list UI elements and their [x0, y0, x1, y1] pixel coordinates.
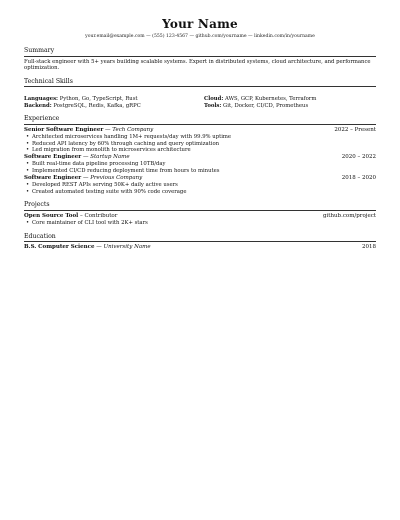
skill-backend: Backend: PostgreSQL, Redis, Kafka, gRPC	[24, 102, 141, 109]
project-name: Open Source Tool	[24, 212, 79, 219]
list-item: • Led migration from monolith to microservices architecture	[32, 147, 376, 154]
list-item: • Created automated testing suite with 90% code coverage	[32, 189, 376, 196]
section-title-summary: Summary	[24, 47, 376, 57]
project-link[interactable]: github.com/project	[322, 212, 376, 219]
experience-section	[24, 115, 376, 195]
job-entry	[24, 175, 376, 196]
skill-languages: Languages: Python, Go, TypeScript, Rust	[24, 96, 138, 103]
job-company: Startup Name	[90, 154, 130, 161]
job-dates: 2022 – Present	[334, 126, 376, 133]
job-title: Senior Software Engineer	[24, 126, 104, 133]
job-header: Senior Software Engineer — Tech Company 2022 – Present	[24, 126, 376, 133]
job-entry	[24, 127, 376, 154]
project-role: – Contributor	[80, 212, 118, 219]
education-year: 2018	[362, 244, 376, 251]
project-bullets	[24, 220, 376, 227]
job-header: Software Engineer — Startup Name 2020 – 2022	[24, 154, 376, 161]
section-title-experience: Experience	[24, 115, 376, 125]
list-item: • Core maintainer of CLI tool with 2K+ stars	[32, 220, 376, 227]
job-dates: 2018 – 2020	[341, 174, 376, 181]
skill-tools: Tools: Git, Docker, CI/CD, Prometheus	[204, 102, 309, 109]
job-header: Software Engineer — Previous Company 2018 – 2020	[24, 174, 376, 181]
summary-text: Full-stack engineer with 5+ years building scalable systems. Expert in distributed systems, cloud architecture, and performance optimization.	[24, 58, 371, 72]
job-entry	[24, 154, 376, 175]
job-company: Tech Company	[112, 126, 154, 133]
project-header	[24, 213, 376, 220]
list-item: • Reduced API latency by 60% through caching and query optimization	[32, 141, 376, 148]
job-bullets	[24, 182, 376, 196]
summary-section	[24, 47, 376, 72]
list-item: • Implemented CI/CD reducing deployment time from hours to minutes	[32, 168, 376, 175]
skills-grid	[24, 96, 376, 109]
list-item: • Architected microservices handling 1M+ requests/day with 99.9% uptime	[32, 134, 376, 141]
education-entry: B.S. Computer Science — University Name 2018	[24, 244, 376, 251]
section-title-education: Education	[24, 233, 376, 243]
contact-line: your.email@example.com — (555) 123-4567 — github.com/yourname — linkedin.com/in/yourname	[85, 34, 315, 39]
list-item: • Developed REST APIs serving 50K+ daily active users	[32, 182, 376, 189]
project-entry	[24, 213, 376, 227]
education-school: University Name	[103, 244, 151, 251]
job-bullets	[24, 161, 376, 175]
education-degree: B.S. Computer Science	[24, 244, 95, 251]
job-title: Software Engineer	[24, 154, 82, 161]
section-title-skills: Technical Skills	[24, 78, 376, 88]
job-company: Previous Company	[90, 174, 143, 181]
list-item: • Built real-time data pipeline processing 10TB/day	[32, 161, 376, 168]
job-title: Software Engineer	[24, 174, 82, 181]
education-section	[24, 233, 376, 252]
job-bullets	[24, 134, 376, 154]
job-dates: 2020 – 2022	[341, 154, 376, 161]
skill-cloud: Cloud: AWS, GCP, Kubernetes, Terraform	[204, 96, 317, 103]
projects-section	[24, 201, 376, 226]
skills-section	[24, 78, 376, 110]
candidate-name: Your Name	[162, 17, 238, 31]
section-title-projects: Projects	[24, 201, 376, 211]
